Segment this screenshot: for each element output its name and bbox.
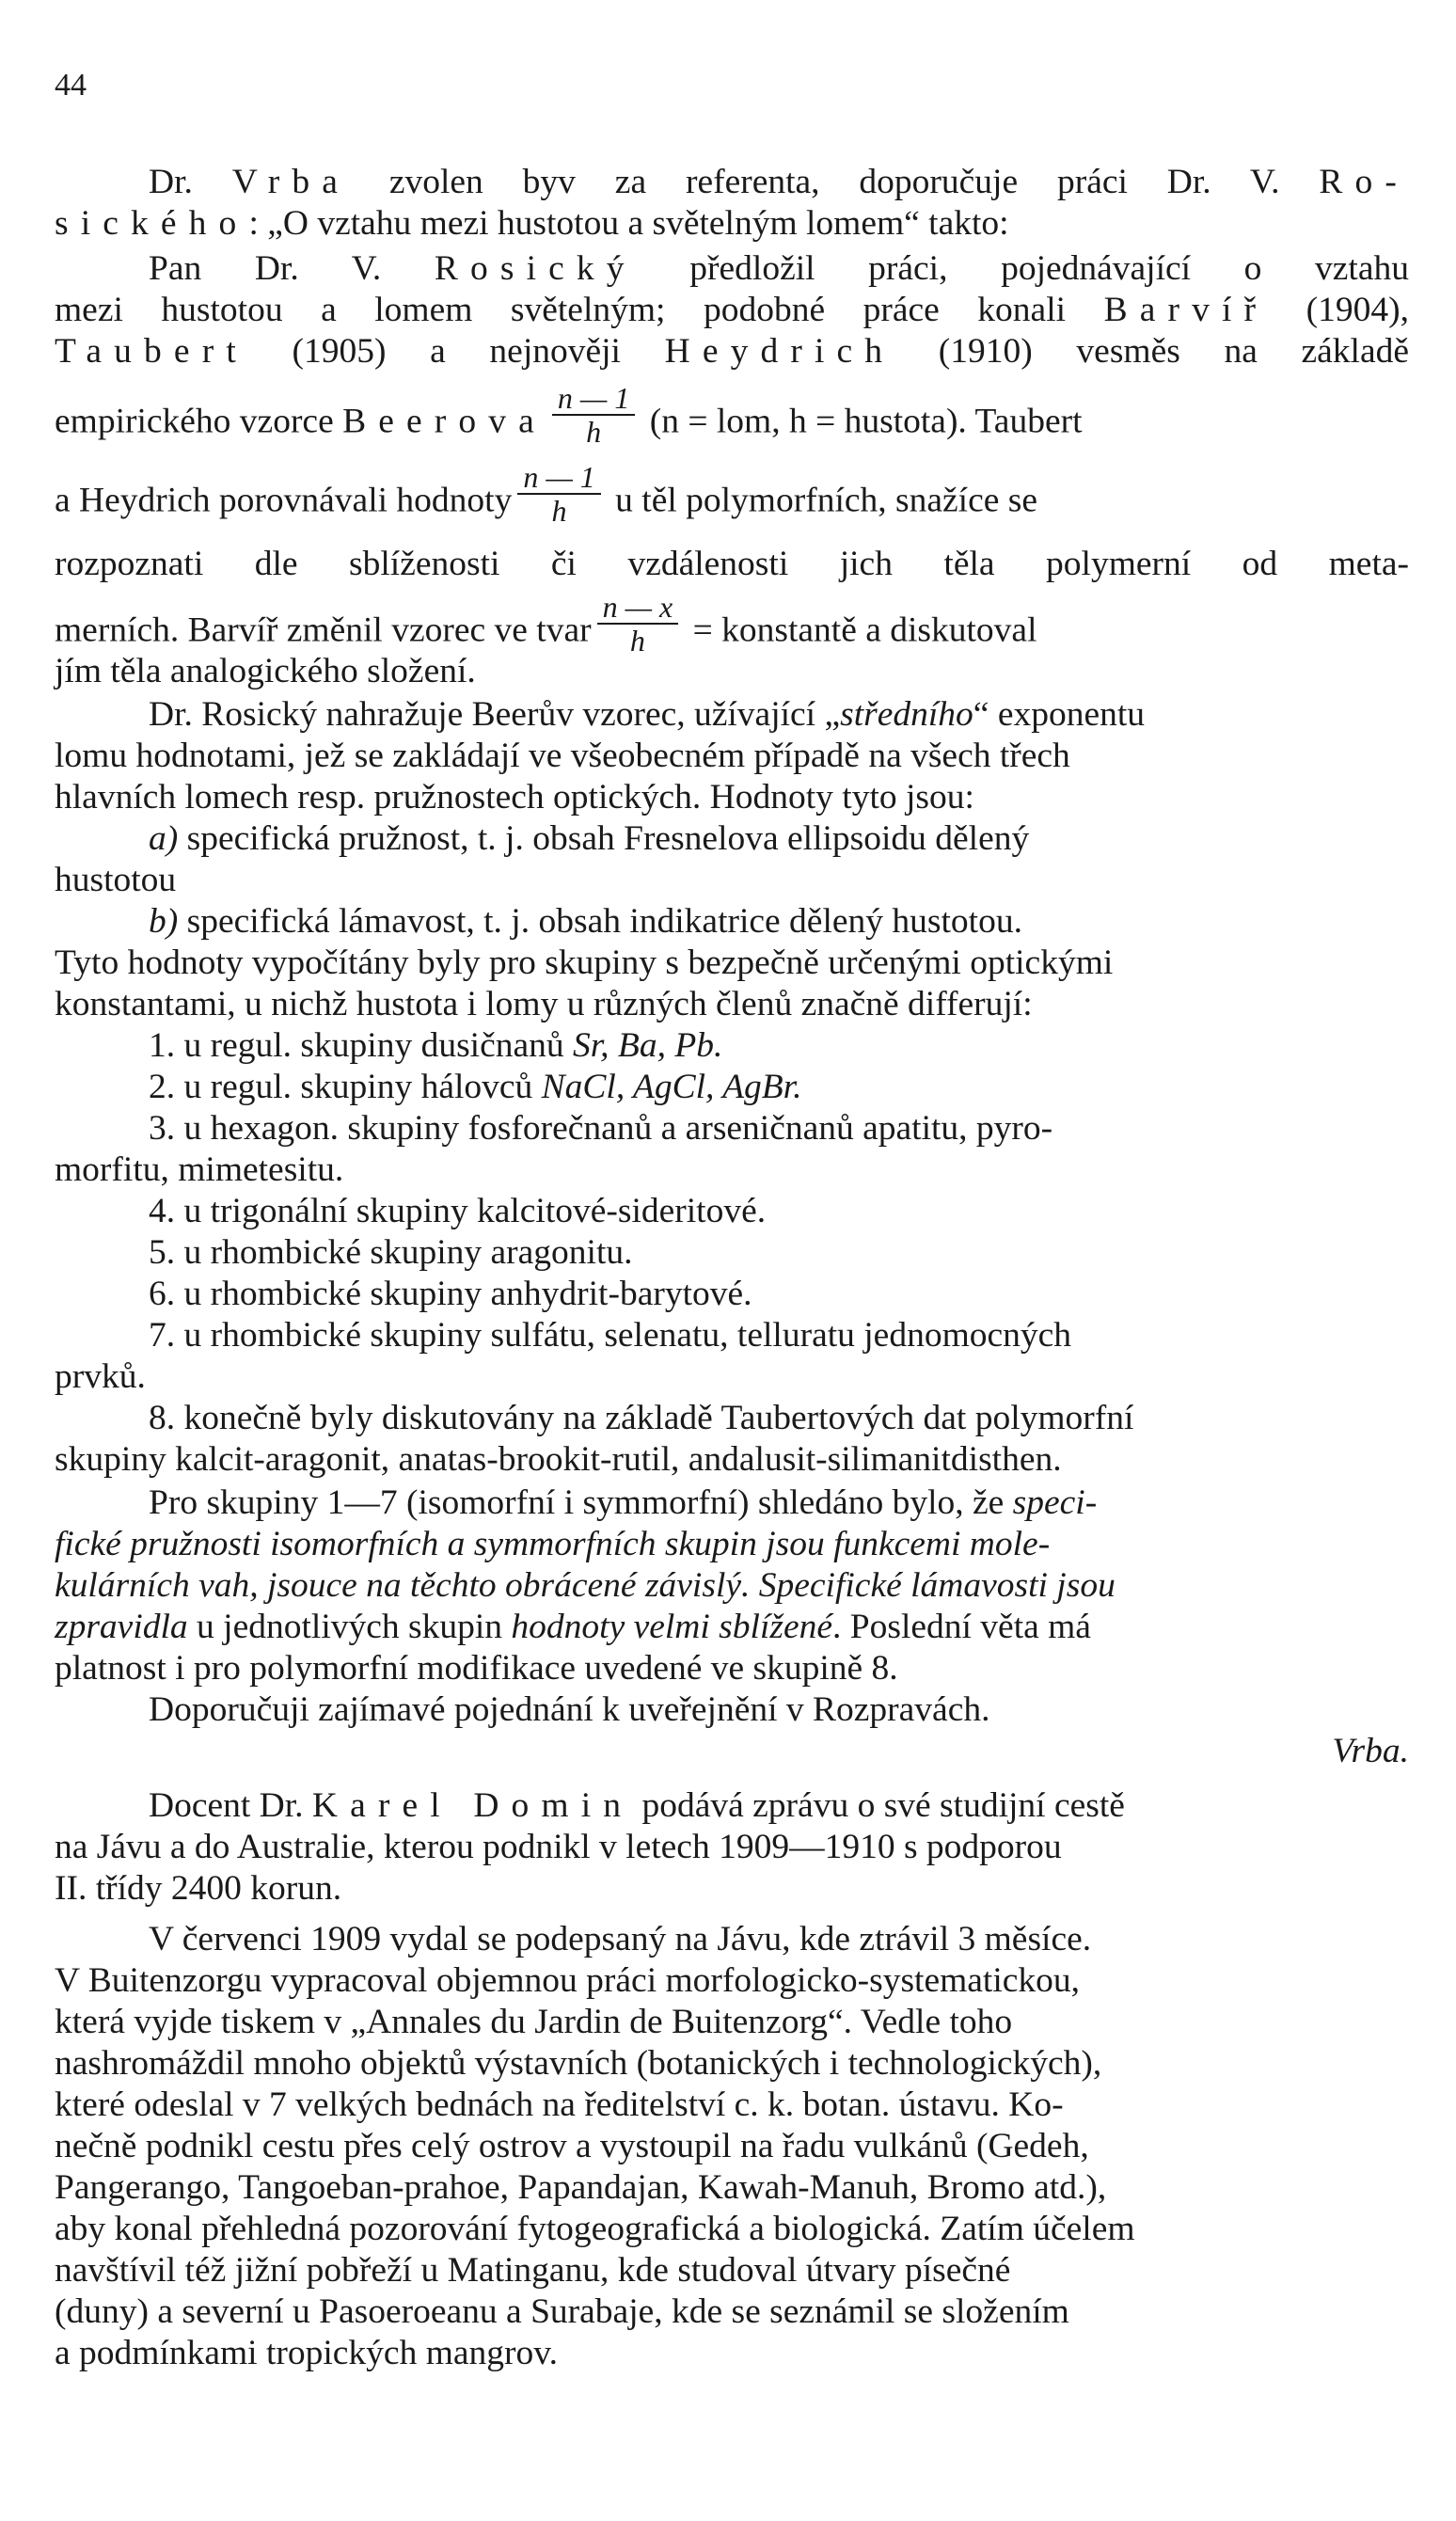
- text-line: prvků.: [55, 1357, 146, 1396]
- text-line: V Buitenzorgu vypracoval objemnou práci morfologicko-systematickou,: [55, 1961, 1081, 2000]
- text-line: a Heydrich porovnávali hodnoty $\frac{n — 1}{h}$ u těl polymorfních, snažíce se: [55, 460, 1037, 528]
- text-line: konstantami, u nichž hustota i lomy u různých členů značně differují:: [55, 985, 1033, 1023]
- text-line: Pan Dr. V. Rosický předložil práci, pojednávající o vztahu: [149, 249, 1409, 288]
- text-line: nashromáždil mnoho objektů výstavních (botanických i technologických),: [55, 2044, 1102, 2083]
- text-line: Doporučuji zajímavé pojednání k uveřejnění v Rozpravách.: [149, 1690, 990, 1729]
- formula-fraction: $\frac{n — 1}{h}$: [552, 382, 635, 448]
- list-item: 5. u rhombické skupiny aragonitu.: [149, 1233, 633, 1272]
- text-line: skupiny kalcit-aragonit, anatas-brookit-rutil, andalusit-silimanitdisthen.: [55, 1440, 1062, 1479]
- text-line: navštívil též jižní pobřeží u Matinganu, kde studoval útvary písečné: [55, 2251, 1011, 2290]
- text-line: lomu hodnotami, jež se zakládají ve všeobecném případě na všech třech: [55, 737, 1070, 775]
- formula-fraction: $\frac{n — 1}{h}$: [517, 461, 600, 527]
- text-line: empirického vzorce Beerova $\frac{n — 1}{h}$ (n = lom, h = hustota). Taubert: [55, 381, 1083, 449]
- text-line: které odeslal v 7 velkých bednách na ředitelství c. k. botan. ústavu. Ko-: [55, 2085, 1064, 2124]
- text-line: II. třídy 2400 korun.: [55, 1869, 342, 1908]
- signature: Vrba.: [1332, 1732, 1409, 1770]
- list-item: a) specifická pružnost, t. j. obsah Fresnelova ellipsoidu dělený: [149, 819, 1030, 858]
- text-line: která vyjde tiskem v „Annales du Jardin de Buitenzorg“. Vedle toho: [55, 2003, 1013, 2041]
- list-item: 6. u rhombické skupiny anhydrit-barytové.: [149, 1275, 752, 1313]
- text-line: morfitu, mimetesitu.: [55, 1150, 344, 1189]
- text-line: rozpoznati dle sblíženosti či vzdálenosti jich těla polymerní od meta-: [55, 545, 1409, 583]
- list-item: 2. u regul. skupiny hálovců NaCl, AgCl, AgBr.: [149, 1068, 802, 1106]
- text-line: fické pružnosti isomorfních a symmorfních skupin jsou funkcemi mole-: [55, 1525, 1051, 1563]
- text-line: zpravidla u jednotlivých skupin hodnoty velmi sblížené. Poslední věta má: [55, 1608, 1091, 1646]
- text-line: sického: „O vztahu mezi hustotou a světelným lomem“ takto:: [55, 204, 1009, 243]
- text-line: Tyto hodnoty vypočítány byly pro skupiny s bezpečně určenými optickými: [55, 943, 1114, 982]
- list-item: b) specifická lámavost, t. j. obsah indikatrice dělený hustotou.: [149, 902, 1022, 941]
- text-line: na Jávu a do Australie, kterou podnikl v letech 1909—1910 s podporou: [55, 1828, 1062, 1866]
- text-line: merních. Barvíř změnil vzorec ve tvar $\frac{n — x}{h}$ = konstantě a diskutoval: [55, 590, 1037, 658]
- text-line: a podmínkami tropických mangrov.: [55, 2334, 558, 2372]
- text-line: jím těla analogického složení.: [55, 652, 476, 690]
- text-line: hustotou: [55, 861, 177, 899]
- list-item: 4. u trigonální skupiny kalcitové-sideritové.: [149, 1192, 767, 1230]
- text-line: Taubert (1905) a nejnověji Heydrich (1910) vesměs na základě: [55, 332, 1410, 371]
- text-line: hlavních lomech resp. pružnostech optických. Hodnoty tyto jsou:: [55, 778, 974, 817]
- list-item: 1. u regul. skupiny dusičnanů Sr, Ba, Pb.: [149, 1026, 723, 1065]
- list-item: 8. konečně byly diskutovány na základě Taubertových dat polymorfní: [149, 1399, 1134, 1437]
- text-line: V červenci 1909 vydal se podepsaný na Jávu, kde ztrávil 3 měsíce.: [149, 1920, 1092, 1958]
- list-item: 3. u hexagon. skupiny fosforečnanů a arseničnanů apatitu, pyro-: [149, 1109, 1053, 1148]
- text-line: nečně podnikl cestu přes celý ostrov a vystoupil na řadu vulkánů (Gedeh,: [55, 2127, 1089, 2165]
- text-line: aby konal přehledná pozorování fytogeografická a biologická. Zatím účelem: [55, 2210, 1135, 2248]
- text-line: Pangerango, Tangoeban-prahoe, Papandajan, Kawah-Manuh, Bromo atd.),: [55, 2168, 1107, 2207]
- text-line: Dr. Rosický nahražuje Beerův vzorec, užívající „středního“ exponentu: [149, 695, 1146, 734]
- text-line: Dr. Vrba zvolen byv za referenta, doporučuje práci Dr. V. Ro-: [149, 163, 1409, 201]
- text-line: Docent Dr. Karel Domin podává zprávu o své studijní cestě: [149, 1786, 1125, 1825]
- text-line: kulárních vah, jsouce na těchto obrácené závislý. Specifické lámavosti jsou: [55, 1566, 1116, 1605]
- text-line: (duny) a severní u Pasoeroeanu a Surabaje, kde se seznámil se složením: [55, 2292, 1069, 2331]
- list-item: 7. u rhombické skupiny sulfátu, selenatu, telluratu jednomocných: [149, 1316, 1072, 1355]
- text-line: mezi hustotou a lomem světelným; podobné práce konali Barvíř (1904),: [55, 291, 1409, 329]
- formula-fraction: $\frac{n — x}{h}$: [597, 591, 679, 657]
- text-line: Pro skupiny 1—7 (isomorfní i symmorfní) shledáno bylo, že speci-: [149, 1483, 1098, 1522]
- page-number: 44: [55, 68, 87, 103]
- text-line: platnost i pro polymorfní modifikace uvedené ve skupině 8.: [55, 1649, 898, 1688]
